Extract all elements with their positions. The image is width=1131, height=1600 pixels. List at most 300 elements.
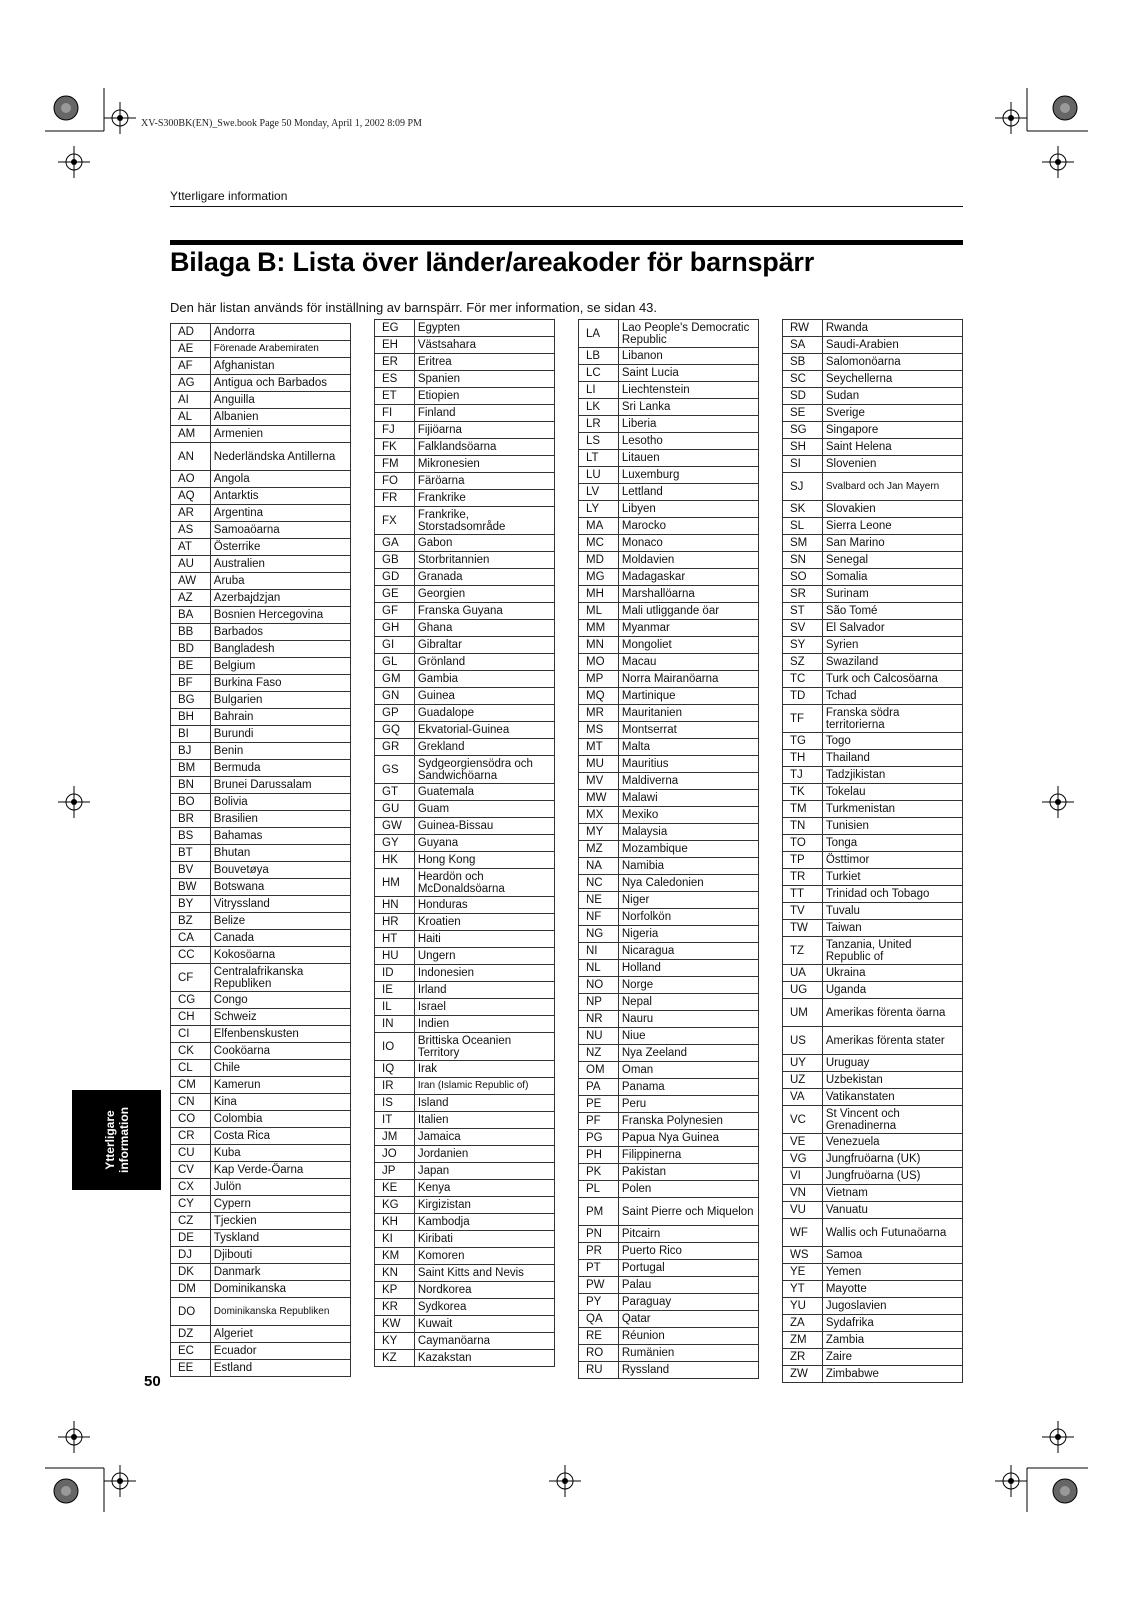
country-name: Guadalope [414, 705, 554, 722]
country-name: Senegal [822, 552, 962, 569]
table-row [579, 433, 759, 450]
country-code: MV [579, 773, 619, 790]
table-row [171, 862, 351, 879]
table-row [375, 852, 555, 869]
table-row [579, 1243, 759, 1260]
country-name: Danmark [210, 1264, 350, 1281]
country-name: Burkina Faso [210, 675, 350, 692]
country-code: BE [171, 658, 211, 675]
table-row [171, 896, 351, 913]
country-name: Sydgeorgiensödra och Sandwichöarna [414, 756, 554, 784]
country-code: SM [783, 535, 823, 552]
country-name: Östtimor [822, 852, 962, 869]
country-name: Pitcairn [618, 1226, 758, 1243]
table-row [171, 409, 351, 426]
country-name: Indien [414, 1016, 554, 1033]
table-row [579, 739, 759, 756]
table-row [375, 569, 555, 586]
table-row [783, 603, 963, 620]
country-code: ST [783, 603, 823, 620]
table-row [783, 688, 963, 705]
country-name: Colombia [210, 1111, 350, 1128]
country-name: Panama [618, 1079, 758, 1096]
table-row [579, 1362, 759, 1379]
table-row [579, 320, 759, 348]
country-name: Mikronesien [414, 456, 554, 473]
country-name: Samoaöarna [210, 522, 350, 539]
table-row [783, 671, 963, 688]
table-row [171, 828, 351, 845]
country-name: Guinea-Bissau [414, 818, 554, 835]
country-code: JO [375, 1146, 415, 1163]
country-name: Bulgarien [210, 692, 350, 709]
country-name: Bosnien Hercegovina [210, 607, 350, 624]
country-code: CX [171, 1179, 211, 1196]
country-name: Polen [618, 1181, 758, 1198]
table-row [171, 811, 351, 828]
table-row [171, 443, 351, 471]
country-name: Azerbajdzjan [210, 590, 350, 607]
country-name: Martinique [618, 688, 758, 705]
country-name: Andorra [210, 324, 350, 341]
country-code: LA [579, 320, 619, 348]
country-code: EC [171, 1343, 211, 1360]
table-row [375, 620, 555, 637]
table-row [375, 473, 555, 490]
table-row [171, 1094, 351, 1111]
country-name: Lettland [618, 484, 758, 501]
country-code: AS [171, 522, 211, 539]
country-name: Österrike [210, 539, 350, 556]
country-name: Portugal [618, 1260, 758, 1277]
country-code: KZ [375, 1350, 415, 1367]
country-code: PF [579, 1113, 619, 1130]
country-code: SD [783, 388, 823, 405]
country-name: Antigua och Barbados [210, 375, 350, 392]
country-code: JM [375, 1129, 415, 1146]
table-row [375, 586, 555, 603]
country-name: Niue [618, 1028, 758, 1045]
table-row [783, 784, 963, 801]
table-row [375, 931, 555, 948]
country-name: Montserrat [618, 722, 758, 739]
country-code: BF [171, 675, 211, 692]
table-row [783, 750, 963, 767]
country-name: Bolivia [210, 794, 350, 811]
table-row [171, 1247, 351, 1264]
country-name: Gambia [414, 671, 554, 688]
country-code: DJ [171, 1247, 211, 1264]
table-row [171, 471, 351, 488]
country-code: BM [171, 760, 211, 777]
country-name: Costa Rica [210, 1128, 350, 1145]
country-code: BI [171, 726, 211, 743]
country-code: AL [171, 409, 211, 426]
table-row [171, 358, 351, 375]
country-name: Liechtenstein [618, 382, 758, 399]
country-name: Nya Zeeland [618, 1045, 758, 1062]
country-code: SL [783, 518, 823, 535]
country-code-table-3 [578, 319, 759, 1379]
table-row [171, 1360, 351, 1377]
country-name: Saint Helena [822, 439, 962, 456]
country-name: Sydafrika [822, 1315, 962, 1332]
country-name: Togo [822, 733, 962, 750]
country-code: KE [375, 1180, 415, 1197]
table-row [375, 756, 555, 784]
country-name: Nigeria [618, 926, 758, 943]
table-row [375, 897, 555, 914]
country-code: BG [171, 692, 211, 709]
table-row [171, 375, 351, 392]
country-name: Aruba [210, 573, 350, 590]
side-tab [72, 1090, 161, 1190]
country-code: TK [783, 784, 823, 801]
country-name: Caymanöarna [414, 1333, 554, 1350]
country-name: Gibraltar [414, 637, 554, 654]
country-name: São Tomé [822, 603, 962, 620]
table-row [579, 637, 759, 654]
table-row [171, 760, 351, 777]
country-name: Island [414, 1095, 554, 1112]
country-code: NR [579, 1011, 619, 1028]
table-row [579, 671, 759, 688]
country-name: Egypten [414, 320, 554, 337]
table-row [375, 835, 555, 852]
country-name: Mauritanien [618, 705, 758, 722]
country-name: Filippinerna [618, 1147, 758, 1164]
country-code: TZ [783, 937, 823, 965]
country-code: VE [783, 1134, 823, 1151]
country-code: SR [783, 586, 823, 603]
country-code: EE [171, 1360, 211, 1377]
table-row [579, 1181, 759, 1198]
country-name: Namibia [618, 858, 758, 875]
table-row [783, 1349, 963, 1366]
country-code: IR [375, 1078, 415, 1095]
table-row [579, 450, 759, 467]
table-row [171, 341, 351, 358]
country-code: IN [375, 1016, 415, 1033]
country-code: CO [171, 1111, 211, 1128]
table-row [579, 348, 759, 365]
table-row [375, 388, 555, 405]
table-row [783, 920, 963, 937]
country-name: Paraguay [618, 1294, 758, 1311]
country-code: KH [375, 1214, 415, 1231]
table-row [375, 422, 555, 439]
table-row [783, 852, 963, 869]
country-name: Angola [210, 471, 350, 488]
table-row [171, 324, 351, 341]
country-code: HT [375, 931, 415, 948]
country-code: KN [375, 1265, 415, 1282]
country-code: MH [579, 586, 619, 603]
country-code: DZ [171, 1326, 211, 1343]
country-name: Seychellerna [822, 371, 962, 388]
country-code: ES [375, 371, 415, 388]
country-name: Uzbekistan [822, 1072, 962, 1089]
country-name: Falklandsöarna [414, 439, 554, 456]
table-row [375, 1265, 555, 1282]
table-row [375, 337, 555, 354]
table-row [375, 784, 555, 801]
country-code: GA [375, 535, 415, 552]
table-row [579, 705, 759, 722]
table-row [579, 586, 759, 603]
table-row [375, 1061, 555, 1078]
country-code: AZ [171, 590, 211, 607]
country-code: KP [375, 1282, 415, 1299]
country-code: KR [375, 1299, 415, 1316]
country-name: Kazakstan [414, 1350, 554, 1367]
country-code: ZR [783, 1349, 823, 1366]
table-row [171, 1281, 351, 1298]
table-row [375, 965, 555, 982]
country-name: Saint Lucia [618, 365, 758, 382]
country-name: Frankrike [414, 490, 554, 507]
table-row [579, 841, 759, 858]
table-row [375, 1214, 555, 1231]
country-code: BS [171, 828, 211, 845]
country-code: GH [375, 620, 415, 637]
country-name: Irak [414, 1061, 554, 1078]
country-name: Tchad [822, 688, 962, 705]
country-code: TC [783, 671, 823, 688]
country-code: CI [171, 1026, 211, 1043]
country-code: AO [171, 471, 211, 488]
country-name: Pakistan [618, 1164, 758, 1181]
country-name: Saint Pierre och Miquelon [618, 1198, 758, 1226]
table-row [579, 688, 759, 705]
country-code: EH [375, 337, 415, 354]
country-name: Norfolkön [618, 909, 758, 926]
country-code: UZ [783, 1072, 823, 1089]
country-code: SB [783, 354, 823, 371]
country-name: Bouvetøya [210, 862, 350, 879]
country-name: Litauen [618, 450, 758, 467]
table-row [579, 909, 759, 926]
table-row [579, 399, 759, 416]
table-row [783, 371, 963, 388]
country-name: Réunion [618, 1328, 758, 1345]
side-tab-label [103, 1107, 131, 1173]
country-name: Vietnam [822, 1185, 962, 1202]
country-name: Samoa [822, 1247, 962, 1264]
table-row [171, 658, 351, 675]
table-row [579, 1096, 759, 1113]
country-code: LI [579, 382, 619, 399]
country-code: MO [579, 654, 619, 671]
table-row [579, 1260, 759, 1277]
country-code-table-2 [374, 319, 555, 1367]
country-code: BY [171, 896, 211, 913]
table-row [783, 965, 963, 982]
country-code: TD [783, 688, 823, 705]
country-name: Guam [414, 801, 554, 818]
table-row [783, 422, 963, 439]
country-name: Julön [210, 1179, 350, 1196]
table-row [783, 903, 963, 920]
country-name: Mauritius [618, 756, 758, 773]
country-name: Tonga [822, 835, 962, 852]
table-row [579, 960, 759, 977]
country-name: Congo [210, 992, 350, 1009]
country-code: PM [579, 1198, 619, 1226]
country-code: HU [375, 948, 415, 965]
table-row [579, 858, 759, 875]
country-code: IT [375, 1112, 415, 1129]
country-code: LV [579, 484, 619, 501]
country-code: IE [375, 982, 415, 999]
table-row [783, 388, 963, 405]
country-name: Granada [414, 569, 554, 586]
table-row [783, 1151, 963, 1168]
country-name: Grekland [414, 739, 554, 756]
country-code: US [783, 1027, 823, 1055]
country-code: MM [579, 620, 619, 637]
country-code: AT [171, 539, 211, 556]
country-code: DE [171, 1230, 211, 1247]
country-name: Komoren [414, 1248, 554, 1265]
country-code: BJ [171, 743, 211, 760]
country-code: VC [783, 1106, 823, 1134]
country-code: GS [375, 756, 415, 784]
country-name: Förenade Arabemiraten [210, 341, 350, 358]
table-row [783, 1168, 963, 1185]
country-code: FK [375, 439, 415, 456]
country-name: Vitryssland [210, 896, 350, 913]
table-row [579, 467, 759, 484]
country-code: EG [375, 320, 415, 337]
country-name: Brasilien [210, 811, 350, 828]
table-row [171, 992, 351, 1009]
table-row [171, 794, 351, 811]
country-code: RE [579, 1328, 619, 1345]
country-name: Jordanien [414, 1146, 554, 1163]
country-name: Liberia [618, 416, 758, 433]
country-name: Maldiverna [618, 773, 758, 790]
country-code: NC [579, 875, 619, 892]
country-name: Tyskland [210, 1230, 350, 1247]
country-name: Uruguay [822, 1055, 962, 1072]
country-code: PW [579, 1277, 619, 1294]
table-row [783, 1281, 963, 1298]
country-name: Antarktis [210, 488, 350, 505]
country-code: CV [171, 1162, 211, 1179]
country-code: PT [579, 1260, 619, 1277]
country-name: Tadzjikistan [822, 767, 962, 784]
country-code: AF [171, 358, 211, 375]
table-row [783, 801, 963, 818]
country-code: MW [579, 790, 619, 807]
table-row [375, 1078, 555, 1095]
table-row [171, 522, 351, 539]
country-code: TH [783, 750, 823, 767]
country-code: DO [171, 1298, 211, 1326]
country-code: MS [579, 722, 619, 739]
table-row [783, 705, 963, 733]
country-name: Etiopien [414, 388, 554, 405]
country-name: Vanuatu [822, 1202, 962, 1219]
country-name: Franska Guyana [414, 603, 554, 620]
country-name: Nauru [618, 1011, 758, 1028]
table-row [783, 620, 963, 637]
country-code: BO [171, 794, 211, 811]
country-name: Belize [210, 913, 350, 930]
country-code: AN [171, 443, 211, 471]
table-row [171, 1196, 351, 1213]
country-name: Nya Caledonien [618, 875, 758, 892]
country-code: GP [375, 705, 415, 722]
table-row [783, 569, 963, 586]
country-code: MN [579, 637, 619, 654]
country-name: Argentina [210, 505, 350, 522]
country-code: CK [171, 1043, 211, 1060]
table-row [171, 1077, 351, 1094]
table-row [375, 405, 555, 422]
country-code: GN [375, 688, 415, 705]
country-name: Tuvalu [822, 903, 962, 920]
country-name: Bermuda [210, 760, 350, 777]
table-row [171, 1145, 351, 1162]
country-code: RO [579, 1345, 619, 1362]
country-code: YE [783, 1264, 823, 1281]
table-row [375, 982, 555, 999]
country-name: Botswana [210, 879, 350, 896]
table-row [171, 641, 351, 658]
country-code: KW [375, 1316, 415, 1333]
country-code: KI [375, 1231, 415, 1248]
table-row [783, 767, 963, 784]
country-code: NI [579, 943, 619, 960]
table-row [171, 590, 351, 607]
country-code: MA [579, 518, 619, 535]
country-name: Oman [618, 1062, 758, 1079]
country-name: Malta [618, 739, 758, 756]
country-code: MR [579, 705, 619, 722]
country-name: Spanien [414, 371, 554, 388]
table-row [579, 535, 759, 552]
table-row [171, 879, 351, 896]
table-row [171, 1060, 351, 1077]
table-row [783, 320, 963, 337]
country-name: Syrien [822, 637, 962, 654]
country-code: CR [171, 1128, 211, 1145]
table-row [375, 1033, 555, 1061]
country-name: Schweiz [210, 1009, 350, 1026]
table-row [783, 456, 963, 473]
country-name: Kuwait [414, 1316, 554, 1333]
table-row [171, 1111, 351, 1128]
country-code: HK [375, 852, 415, 869]
table-row [783, 1027, 963, 1055]
country-code: MG [579, 569, 619, 586]
country-name: Rumänien [618, 1345, 758, 1362]
table-row [375, 439, 555, 456]
country-code: BR [171, 811, 211, 828]
country-name: Dominikanska Republiken [210, 1298, 350, 1326]
table-row [375, 1316, 555, 1333]
country-code: FO [375, 473, 415, 490]
table-row [783, 1185, 963, 1202]
country-code: LB [579, 348, 619, 365]
country-code: JP [375, 1163, 415, 1180]
table-row [375, 637, 555, 654]
country-code: IS [375, 1095, 415, 1112]
header-rule [170, 206, 963, 207]
country-code: AD [171, 324, 211, 341]
